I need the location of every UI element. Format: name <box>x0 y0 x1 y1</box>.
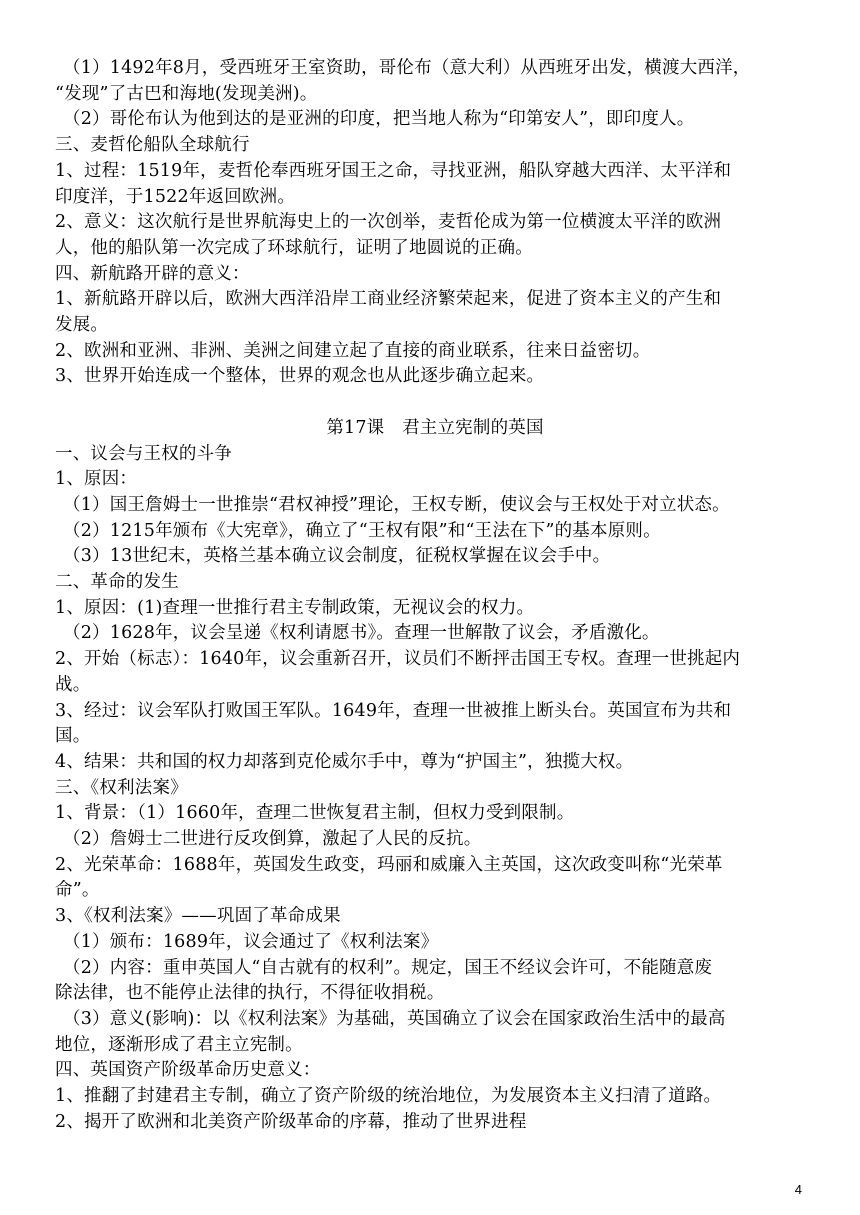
section-heading-revolution: 二、革命的发生 <box>55 572 179 593</box>
blank-line <box>55 390 807 416</box>
document-page <box>55 56 807 1136</box>
text-line-glorious-revolution: 2、光荣革命：1688年，英国发生政变，玛丽和威廉入主英国，这次政变叫称“光荣革 <box>55 854 723 875</box>
text-line-revolution-cause-1: 1、原因：(1)查理一世推行君主专制政策，无视议会的权力。 <box>55 597 535 618</box>
text-line-bill-heading: 3、《权利法案》——巩固了革命成果 <box>55 906 341 927</box>
text-line-magellan-significance: 2、意义：这次航行是世界航海史上的一次创举，麦哲伦成为第一位横渡太平洋的欧洲 <box>55 212 722 233</box>
text-line-columbus-voyage: （1）1492年8月，受西班牙王室资助，哥伦布（意大利）从西班牙出发，横渡大西洋， <box>63 58 751 78</box>
text-line-bill-significance-cont: 地位，逐渐形成了君主立宪制。 <box>55 1034 303 1055</box>
text-line-revolution-result: 4、结果：共和国的权力却落到克伦威尔手中，尊为“护国主”，独揽大权。 <box>55 751 634 772</box>
text-line-new-route-point-1: 1、新航路开辟以后，欧洲大西洋沿岸工商业经济繁荣起来，促进了资本主义的产生和 <box>55 289 722 310</box>
text-line-revolution-process: 3、经过：议会军队打败国王军队。1649年，查理一世被推上断头台。英国宣布为共和 <box>55 700 732 721</box>
text-line-revolution-cause-2: （2）1628年，议会呈递《权利请愿书》。查理一世解散了议会，矛盾激化。 <box>63 623 660 644</box>
section-heading-new-route-significance: 四、新航路开辟的意义： <box>55 263 250 284</box>
text-line-cause-2: （2）1215年颁布《大宪章》，确立了“王权有限”和“王法在下”的基本原则。 <box>63 520 661 541</box>
text-line-revolution-significance-2: 2、揭开了欧洲和北美资产阶级革命的序幕，推动了世界进程 <box>55 1111 527 1132</box>
text-line-revolution-process-cont: 国。 <box>55 726 91 747</box>
section-heading-parliament-struggle: 一、议会与王权的斗争 <box>55 443 232 464</box>
text-line-revolution-start: 2、开始（标志）：1640年，议会重新召开，议员们不断抨击国王专权。查理一世挑起内 <box>55 649 741 670</box>
lesson-title: 第17课 君主立宪制的英国 <box>326 417 544 438</box>
text-line-magellan-process: 1、过程：1519年，麦哲伦奉西班牙国王之命，寻找亚洲，船队穿越大西洋、太平洋和 <box>55 160 732 181</box>
text-line-revolution-significance-1: 1、推翻了封建君主专制，确立了资产阶级的统治地位，为发展资本主义扫清了道路。 <box>55 1086 722 1107</box>
text-line-magellan-significance-cont: 人，他的船队第一次完成了环球航行，证明了地圆说的正确。 <box>55 237 533 258</box>
section-heading-bill-of-rights: 三、《权利法案》 <box>55 777 188 798</box>
text-line-bill-background-1: 1、背景：（1）1660年，查理二世恢复君主制，但权力受到限制。 <box>55 803 575 824</box>
text-line-cause-3: （3）13世纪末，英格兰基本确立议会制度，征税权掌握在议会手中。 <box>63 546 611 567</box>
text-line-new-route-point-3: 3、世界开始连成一个整体，世界的观念也从此逐步确立起来。 <box>55 366 545 387</box>
text-line-glorious-revolution-cont: 命”。 <box>55 880 100 901</box>
text-line-bill-issued: （1）颁布：1689年，议会通过了《权利法案》 <box>63 931 439 952</box>
text-line-cause-1: （1）国王詹姆士一世推崇“君权神授”理论，王权专断，使议会与王权处于对立状态。 <box>63 494 730 515</box>
text-line-magellan-process-cont: 印度洋，于1522年返回欧洲。 <box>55 186 296 207</box>
page-number: 4 <box>794 1182 802 1197</box>
text-line-bill-significance: （3）意义(影响)：以《权利法案》为基础，英国确立了议会在国家政治生活中的最高 <box>63 1009 726 1029</box>
text-line-cause-heading: 1、原因： <box>55 469 138 490</box>
section-heading-magellan: 三、麦哲伦船队全球航行 <box>55 135 250 156</box>
text-line-columbus-discovery: “发现”了古巴和海地(发现美洲)。 <box>55 83 318 104</box>
text-line-new-route-point-2: 2、欧洲和亚洲、非洲、美洲之间建立起了直接的商业联系，往来日益密切。 <box>55 340 651 361</box>
text-line-bill-content-cont: 除法律，也不能停止法律的执行，不得征收捐税。 <box>55 983 445 1004</box>
text-line-bill-content: （2）内容：重申英国人“自古就有的权利”。规定，国王不经议会许可，不能随意废 <box>63 957 713 978</box>
text-line-columbus-india: （2）哥伦布认为他到达的是亚洲的印度，把当地人称为“印第安人”，即印度人。 <box>63 109 695 130</box>
text-line-revolution-start-cont: 战。 <box>55 674 91 695</box>
text-line-new-route-point-1-cont: 发展。 <box>55 315 109 336</box>
text-line-bill-background-2: （2）詹姆士二世进行反攻倒算，激起了人民的反抗。 <box>63 829 482 850</box>
section-heading-revolution-significance: 四、英国资产阶级革命历史意义： <box>55 1060 321 1081</box>
